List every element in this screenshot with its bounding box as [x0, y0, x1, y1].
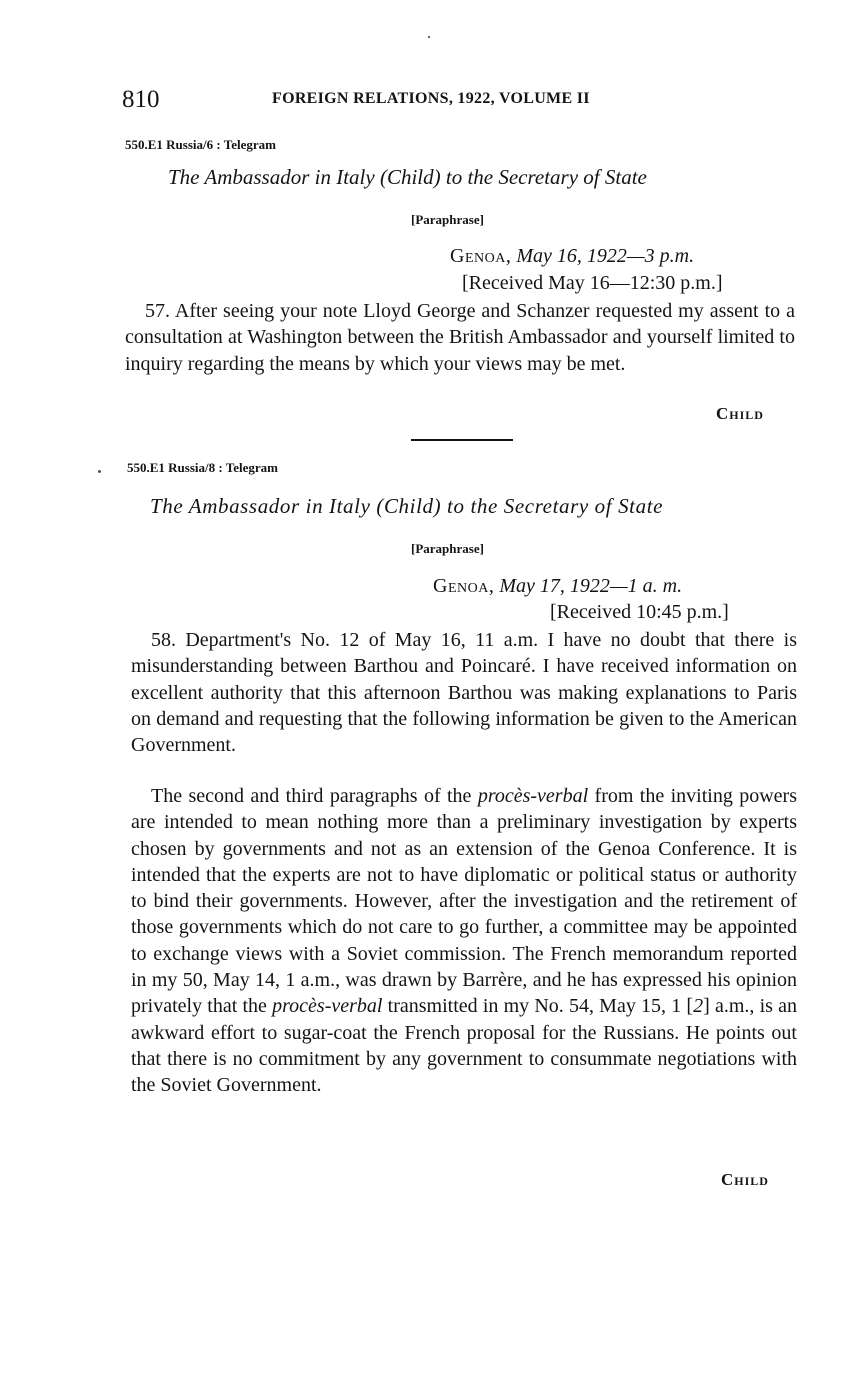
text-run: from the inviting powers are intended to mean nothing more than a preliminary investigation by experts chosen by governments and not as an extension of the Genoa Conference. It is intended that the experts are not to have diplomatic or political status or authority to bind their governments. However, after the investigation and the retirement of those governments which do not care to go further, a committee may be appointed to exchange views with a Soviet commission. The French memorandum reported in my 50, May 14, 1 a.m., was drawn by Barrère, and he has expressed his opinion privately that the	[131, 785, 797, 1018]
text-run: The second and third paragraphs of the	[151, 785, 478, 807]
signature-2: Child	[721, 1170, 769, 1189]
dateline-2	[433, 575, 682, 598]
separator-rule	[411, 439, 513, 441]
margin-mark	[98, 470, 101, 473]
text-run: ] a.m., is an awkward effort to sugar-coat the French proposal for the Russians. He points out that there is no commitment by any government to consummate negotiations with the Soviet Government.	[131, 995, 797, 1097]
running-head: FOREIGN RELATIONS, 1922, VOLUME II	[272, 90, 590, 107]
dateline-time: May 16, 1922—3 p.m.	[516, 245, 695, 267]
signature-1: Child	[716, 404, 764, 423]
body-paragraph: 58. Department's No. 12 of May 16, 11 a.m. I have no doubt that there is misunderstanding between Barthou and Poincaré. I have received information on excellent authority that this afternoon Barthou was making explanations to Paris on demand and requesting that the following information be given to the American Government.	[131, 629, 797, 757]
file-reference-1: 550.E1 Russia/6 : Telegram	[125, 137, 276, 152]
document-heading-2: The Ambassador in Italy (Child) to the Secretary of State	[150, 494, 664, 518]
paraphrase-label-1: [Paraphrase]	[411, 212, 484, 227]
body-paragraph	[131, 783, 797, 1099]
speck	[428, 36, 430, 38]
file-reference-2: 550.E1 Russia/8 : Telegram	[127, 460, 278, 475]
dateline-place: Genoa,	[450, 245, 512, 267]
italic-term: procès-verbal	[477, 785, 589, 807]
paraphrase-label-2: [Paraphrase]	[411, 541, 484, 556]
received-note-1: [Received May 16—12:30 p.m.]	[462, 272, 723, 294]
dateline-1	[450, 245, 694, 268]
italic-term: 2	[693, 995, 704, 1018]
received-note-2: [Received 10:45 p.m.]	[550, 601, 729, 623]
body-paragraph: 57. After seeing your note Lloyd George and Schanzer requested my assent to a consultation at Washington between the British Ambassador and yourself limited to inquiry regarding the means by which your views may be met.	[125, 300, 795, 375]
page-number: 810	[122, 86, 160, 113]
dateline-time: May 17, 1922—1 a. m.	[499, 575, 683, 597]
italic-term: procès-verbal	[272, 995, 383, 1018]
text-run: transmitted in my No. 54, May 15, 1 [	[382, 995, 694, 1018]
dateline-place: Genoa,	[433, 575, 495, 597]
document-heading-1: The Ambassador in Italy (Child) to the Secretary of State	[168, 165, 647, 189]
